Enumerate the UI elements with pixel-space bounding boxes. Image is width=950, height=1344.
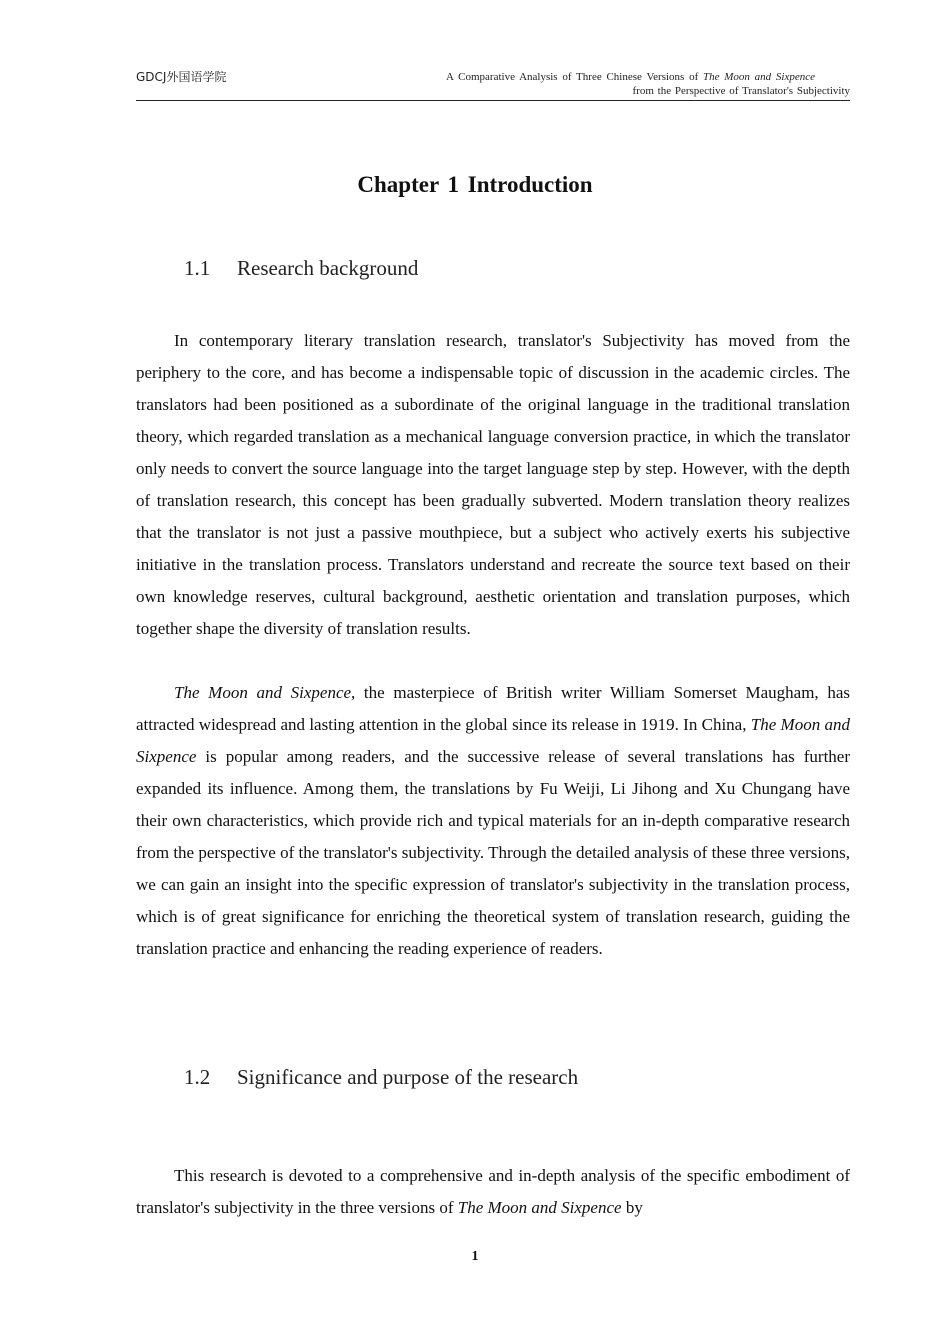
section-heading-1-1 [184, 256, 418, 281]
paragraph-significance-1: This research is devoted to a comprehensive and in-depth analysis of the specific embodiment of translator's subjectivity in the three versions of The Moon and Sixpence by [136, 1166, 850, 1217]
book-title: The Moon and Sixpence [174, 683, 352, 702]
section-number: 1.2 [184, 1065, 211, 1089]
header-title-line-2: from the Perspective of Translator's Subjectivity [632, 85, 850, 97]
book-title: The Moon and Sixpence [136, 715, 850, 766]
header-book-title: The Moon and Sixpence [703, 71, 815, 83]
paragraph-background-1: In contemporary literary translation research, translator's Subjectivity has moved from the periphery to the core, and has become a indispensable topic of discussion in the academic circles. The translators had been positioned as a subordinate of the original language in the traditional translation theory, which regarded translation as a mechanical language conversion practice, in which the translator only needs to convert the source language into the target language step by step. However, with the depth of translation research, this concept has been gradually subverted. Modern translation theory realizes that the translator is not just a passive mouthpiece, but a subject who actively exerts his subjective initiative in the translation process. Translators understand and recreate the source text based on their own knowledge reserves, cultural background, aesthetic orientation and translation purposes, which together shape the diversity of translation results. [136, 331, 850, 638]
header-institution: GDCJ外国语学院 [136, 70, 227, 84]
section-number: 1.1 [184, 256, 211, 280]
header-thesis-title [446, 70, 850, 98]
section-heading-1-2 [184, 1065, 578, 1090]
section-title: Significance and purpose of the research [237, 1065, 579, 1089]
running-header [136, 66, 850, 101]
section-title: Research background [237, 256, 419, 280]
paragraph-background-2: The Moon and Sixpence, the masterpiece of British writer William Somerset Maugham, has attracted widespread and lasting attention in the global since its release in 1919. In China, The Moon and Sixpence is popular among readers, and the successive release of several translations has further expanded its influence. Among them, the translations by Fu Weiji, Li Jihong and Xu Chungang have their own characteristics, which provide rich and typical materials for an in-depth comparative research from the perspective of the translator's subjectivity. Through the detailed analysis of these three versions, we can gain an insight into the specific expression of translator's subjectivity in the translation process, which is of great significance for enriching the theoretical system of translation research, guiding the translation practice and enhancing the reading experience of readers. [136, 683, 850, 958]
header-title-line-1: A Comparative Analysis of Three Chinese Versions of The Moon and Sixpence [446, 71, 815, 83]
chapter-title: Chapter 1 Introduction [357, 172, 593, 197]
book-title: The Moon and Sixpence [457, 1198, 622, 1217]
page-number: 1 [471, 1249, 479, 1264]
